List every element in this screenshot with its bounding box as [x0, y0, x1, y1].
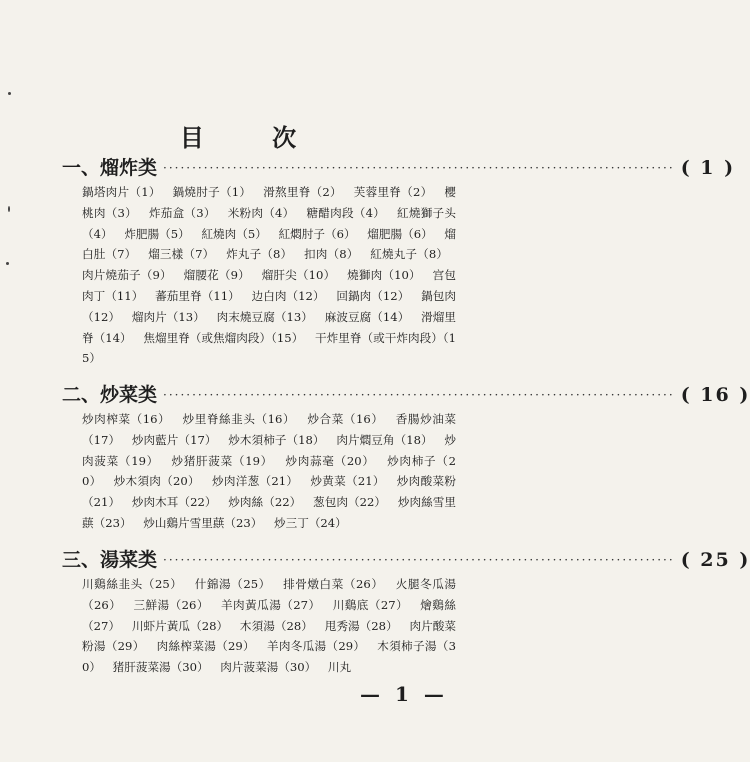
leader-dots: ························································································ — [163, 388, 675, 402]
section-name: 三、湯菜类 — [62, 549, 158, 571]
toc-entry: 猪肝菠菜湯（30） — [112, 660, 209, 675]
toc-entry: 炒三丁（24） — [274, 515, 347, 530]
toc-entry: 木須湯（28） — [239, 618, 313, 633]
section-heading — [62, 156, 736, 180]
toc-section — [62, 548, 750, 678]
toc-entry: 鍋包肉（12） — [82, 288, 457, 324]
toc-entry: 炒木須柿子（18） — [228, 432, 325, 447]
toc-entry: 干炸里脊（或干炸肉段）（15） — [82, 330, 457, 366]
toc-section — [62, 156, 736, 369]
section-name: 二、炒菜类 — [62, 384, 158, 406]
toc-entry: 紅燒肉（5） — [201, 226, 267, 241]
toc-entry: 紅燒獅子头（4） — [82, 205, 456, 241]
section-entries — [82, 409, 456, 534]
paper-speck — [8, 92, 11, 95]
toc-entry: 炒肉蒜毫（20） — [285, 453, 375, 468]
toc-entry: 滑熘里脊（14） — [82, 309, 457, 345]
page-title: 目 次 — [179, 123, 327, 152]
toc-entry: 焦熘里脊（或焦熘肉段）（15） — [143, 330, 304, 345]
leader-dots: ························································································ — [163, 161, 675, 175]
section-entries — [82, 182, 456, 369]
toc-entry: 川虾片黃瓜（28） — [131, 618, 229, 633]
toc-entry: 三鮮湯（26） — [133, 597, 209, 612]
toc-entry: 排骨燉白菜（26） — [283, 577, 384, 591]
toc-entry: 羊肉黃瓜湯（27） — [221, 597, 321, 612]
toc-entry: 炸丸子（8） — [226, 247, 293, 262]
toc-entry: 鍋燒肘子（1） — [172, 185, 252, 199]
toc-entry: 芙蓉里脊（2） — [353, 185, 433, 199]
toc-entry: 米粉肉（4） — [227, 205, 295, 220]
toc-entry: 边白肉（12） — [251, 288, 325, 303]
toc-entry: 炒里脊絲韭头（16） — [182, 412, 296, 426]
toc-entry: 肉片燒茄子（9） — [82, 268, 172, 283]
section-name: 一、熘炸类 — [62, 157, 158, 179]
leader-dots: ························································································ — [163, 553, 675, 567]
toc-entry: 炒肉洋葱（21） — [211, 474, 299, 489]
section-heading — [62, 548, 750, 572]
toc-entry: 熘腰花（9） — [183, 268, 250, 283]
toc-entry: 肉片燜豆角（18） — [336, 432, 433, 447]
toc-entry: 櫻桃肉（3） — [82, 185, 456, 220]
section-page-number: ( 25 ) — [680, 549, 750, 571]
toc-entry: 鍋塔肉片（1） — [82, 185, 161, 199]
toc-entry: 炒肉絲雪里蕻（23） — [82, 495, 456, 530]
toc-entry: 葱包肉（22） — [313, 495, 387, 510]
toc-entry: 炒合菜（16） — [307, 412, 384, 426]
toc-entry: 川鷄絲韭头（25） — [82, 577, 183, 591]
toc-section — [62, 383, 750, 534]
toc-entry: 川丸 — [327, 660, 352, 675]
paper-speck — [6, 262, 9, 265]
toc-entry: 火腿冬瓜湯（26） — [82, 577, 456, 612]
page-number: — 1 — — [360, 682, 448, 706]
toc-entry: 熘肉片（13） — [131, 309, 205, 324]
toc-entry: 炒黄菜（21） — [310, 474, 385, 489]
toc-entry: 炒肉藍片（17） — [131, 432, 217, 447]
section-page-number: ( 1 ) — [680, 157, 736, 179]
toc-entry: 炸茄盒（3） — [148, 205, 216, 220]
toc-entry: 什錦湯（25） — [194, 577, 271, 591]
toc-entry: 熘肝尖（10） — [261, 268, 336, 283]
toc-entry: 宫包肉丁（11） — [82, 268, 456, 303]
toc-entry: 甩秀湯（28） — [324, 618, 398, 633]
toc-entry: 熘三樣（7） — [148, 247, 215, 262]
toc-entry: 香腸炒油菜（17） — [82, 412, 456, 447]
toc-entry: 熘肥腸（6） — [367, 226, 433, 241]
toc-entry: 川鷄底（27） — [332, 597, 409, 612]
section-heading — [62, 383, 750, 407]
toc-entry: 滑熬里脊（2） — [263, 185, 342, 199]
toc-entry: 麻波豆腐（14） — [324, 309, 410, 324]
toc-entry: 炒肉絲（22） — [228, 495, 302, 510]
toc-entry: 炒肉菠菜（19） — [82, 432, 457, 468]
toc-entry: 紅燜肘子（6） — [278, 226, 356, 241]
toc-entry: 肉片酸菜粉湯（29） — [82, 618, 457, 654]
toc-entry: 燒獅肉（10） — [347, 268, 421, 283]
toc-entry: 炒肉榨菜（16） — [82, 412, 171, 426]
toc-entry: 糖醋肉段（4） — [306, 205, 386, 220]
toc-entry: 炸肥腸（5） — [124, 226, 190, 241]
toc-entry: 木須柿子湯（30） — [82, 639, 457, 675]
toc-entry: 紅燒丸子（8） — [370, 247, 448, 262]
toc-entry: 炒肉柿子（20） — [82, 453, 456, 489]
section-page-number: ( 16 ) — [680, 384, 750, 406]
toc-entry: 肉絲榨菜湯（29） — [156, 639, 255, 654]
toc-entry: 羊肉冬瓜湯（29） — [266, 639, 366, 654]
toc-entry: 扣肉（8） — [304, 247, 359, 262]
paper-speck — [8, 206, 10, 212]
toc-entry: 炒木須肉（20） — [113, 474, 200, 489]
section-entries — [82, 574, 456, 678]
toc-entry: 熘白肚（7） — [82, 226, 457, 262]
toc-entry: 炒肉酸菜粉（21） — [82, 474, 456, 510]
toc-entry: 炒猪肝菠菜（19） — [171, 453, 273, 468]
toc-entry: 炒肉木耳（22） — [131, 495, 217, 510]
toc-entry: 蕃茄里脊（11） — [155, 288, 240, 303]
toc-entry: 炒山鷄片雪里蕻（23） — [143, 515, 263, 530]
toc-entry: 肉末燒豆腐（13） — [216, 309, 313, 324]
toc-entry: 燴鷄絲（27） — [82, 597, 456, 633]
toc-entry: 肉片菠菜湯（30） — [220, 660, 317, 675]
toc-entry: 回鍋肉（12） — [336, 288, 410, 303]
